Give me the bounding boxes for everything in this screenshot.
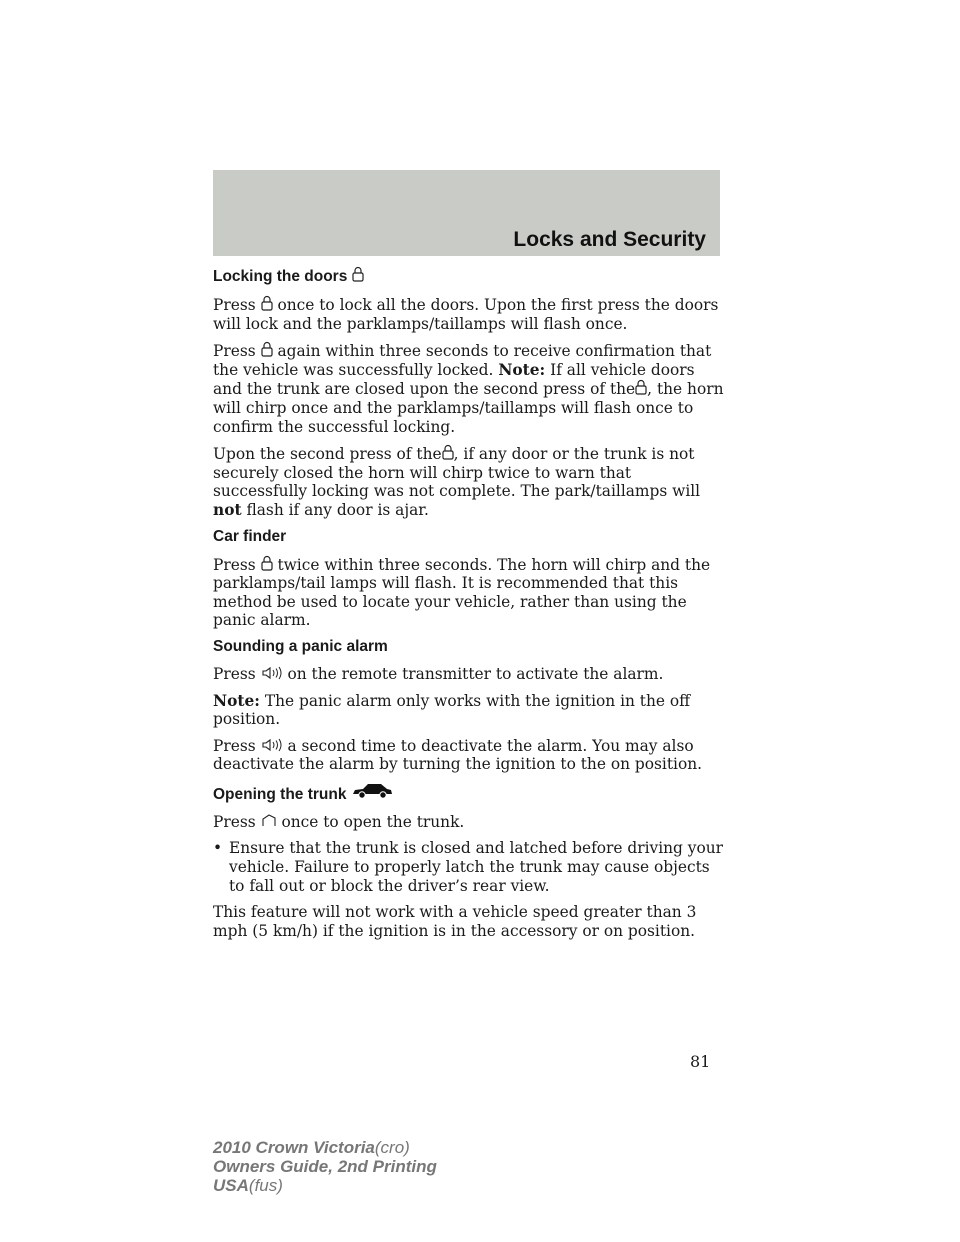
text-span: twice within three seconds. The horn will chirp and the parklamps/tail lamps will flash. It is recommended that this method be used to locate your vehicle, rather than using the panic alarm. (213, 555, 711, 630)
text-span: flash if any door is ajar. (246, 500, 429, 519)
trunk-paragraph-2: This feature will not work with a vehicle speed greater than 3 mph (5 km/h) if the ignition is in the accessory or on position. (213, 903, 697, 940)
lock-icon (261, 555, 273, 571)
locking-paragraph-2 (213, 341, 725, 436)
text-span: Press (213, 664, 256, 683)
footer-line-1 (213, 1138, 437, 1157)
footer-line-2 (213, 1157, 437, 1176)
text-span: once to lock all the doors. Upon the first press the doors will lock and the parklamps/taillamps will flash once. (213, 296, 719, 333)
lock-icon (261, 295, 273, 311)
page-number: 81 (690, 1052, 711, 1071)
lock-icon (635, 379, 647, 395)
heading-opening-trunk-text: Opening the trunk (213, 785, 347, 803)
trunk-car-icon (351, 782, 393, 800)
heading-panic-alarm: Sounding a panic alarm (213, 637, 388, 655)
heading-opening-trunk (213, 782, 725, 804)
footer-market: USA (213, 1176, 249, 1195)
car-finder-paragraph (213, 555, 725, 630)
heading-car-finder: Car finder (213, 527, 287, 545)
footer (213, 1138, 437, 1195)
locking-paragraph-3 (213, 444, 725, 519)
lock-icon (352, 266, 364, 282)
panic-paragraph-1 (213, 665, 725, 684)
bullet-text: Ensure that the trunk is closed and latched before driving your vehicle. Failure to properly latch the trunk may cause objects to fall out or block the driver’s rear view. (229, 839, 724, 895)
emphasis-not: not (213, 500, 242, 519)
note-label: Note: (213, 691, 260, 710)
note-label: Note: (498, 360, 546, 379)
panic-paragraph-3 (213, 737, 725, 774)
section-title: Locks and Security (513, 228, 706, 251)
text-span: Press (213, 736, 256, 755)
heading-locking-doors-text: Locking the doors (213, 268, 348, 285)
text-span: Press (213, 342, 256, 361)
locking-paragraph-1 (213, 295, 725, 333)
text-span: once to open the trunk. (281, 812, 465, 831)
footer-model-code: (cro) (374, 1138, 410, 1157)
text-span: Press (213, 812, 256, 831)
trunk-paragraph-1 (213, 813, 725, 832)
footer-line-3 (213, 1176, 437, 1195)
trunk-release-icon (261, 813, 277, 828)
text-span: If all vehicle doors and the trunk are closed upon the second press of the (213, 360, 695, 399)
text-span: , the horn will chirp once and the parklamps/taillamps will flash once to confirm the successful locking. (213, 380, 724, 436)
section-header-band (213, 170, 720, 256)
text-span: on the remote transmitter to activate the alarm. (287, 664, 664, 683)
text-span: a second time to deactivate the alarm. You may also deactivate the alarm by turning the ignition to the on position. (213, 736, 703, 774)
text-span: Press (213, 296, 256, 314)
footer-market-code: (fus) (248, 1176, 283, 1195)
text-span: Upon the second press of the (213, 445, 442, 464)
page-content (213, 266, 725, 948)
list-item (213, 839, 725, 895)
text-span: again within three seconds to receive confirmation that the vehicle was successfully locked. (213, 342, 712, 379)
panic-horn-icon (261, 666, 283, 680)
panic-horn-icon (261, 738, 283, 752)
lock-icon (442, 444, 454, 460)
panic-paragraph-2 (213, 692, 725, 729)
text-span: Press (213, 555, 256, 574)
heading-locking-doors (213, 266, 725, 286)
footer-model: 2010 Crown Victoria (213, 1138, 375, 1157)
footer-printing: Owners Guide, 2nd Printing (213, 1157, 437, 1176)
text-span: , if any door or the trunk is not securely closed the horn will chirp twice to warn that successfully locking was not complete. The park/taillamps will (213, 445, 701, 501)
lock-icon (261, 341, 273, 357)
bullet-icon: • (213, 839, 223, 858)
text-span: The panic alarm only works with the ignition in the off position. (213, 691, 691, 729)
